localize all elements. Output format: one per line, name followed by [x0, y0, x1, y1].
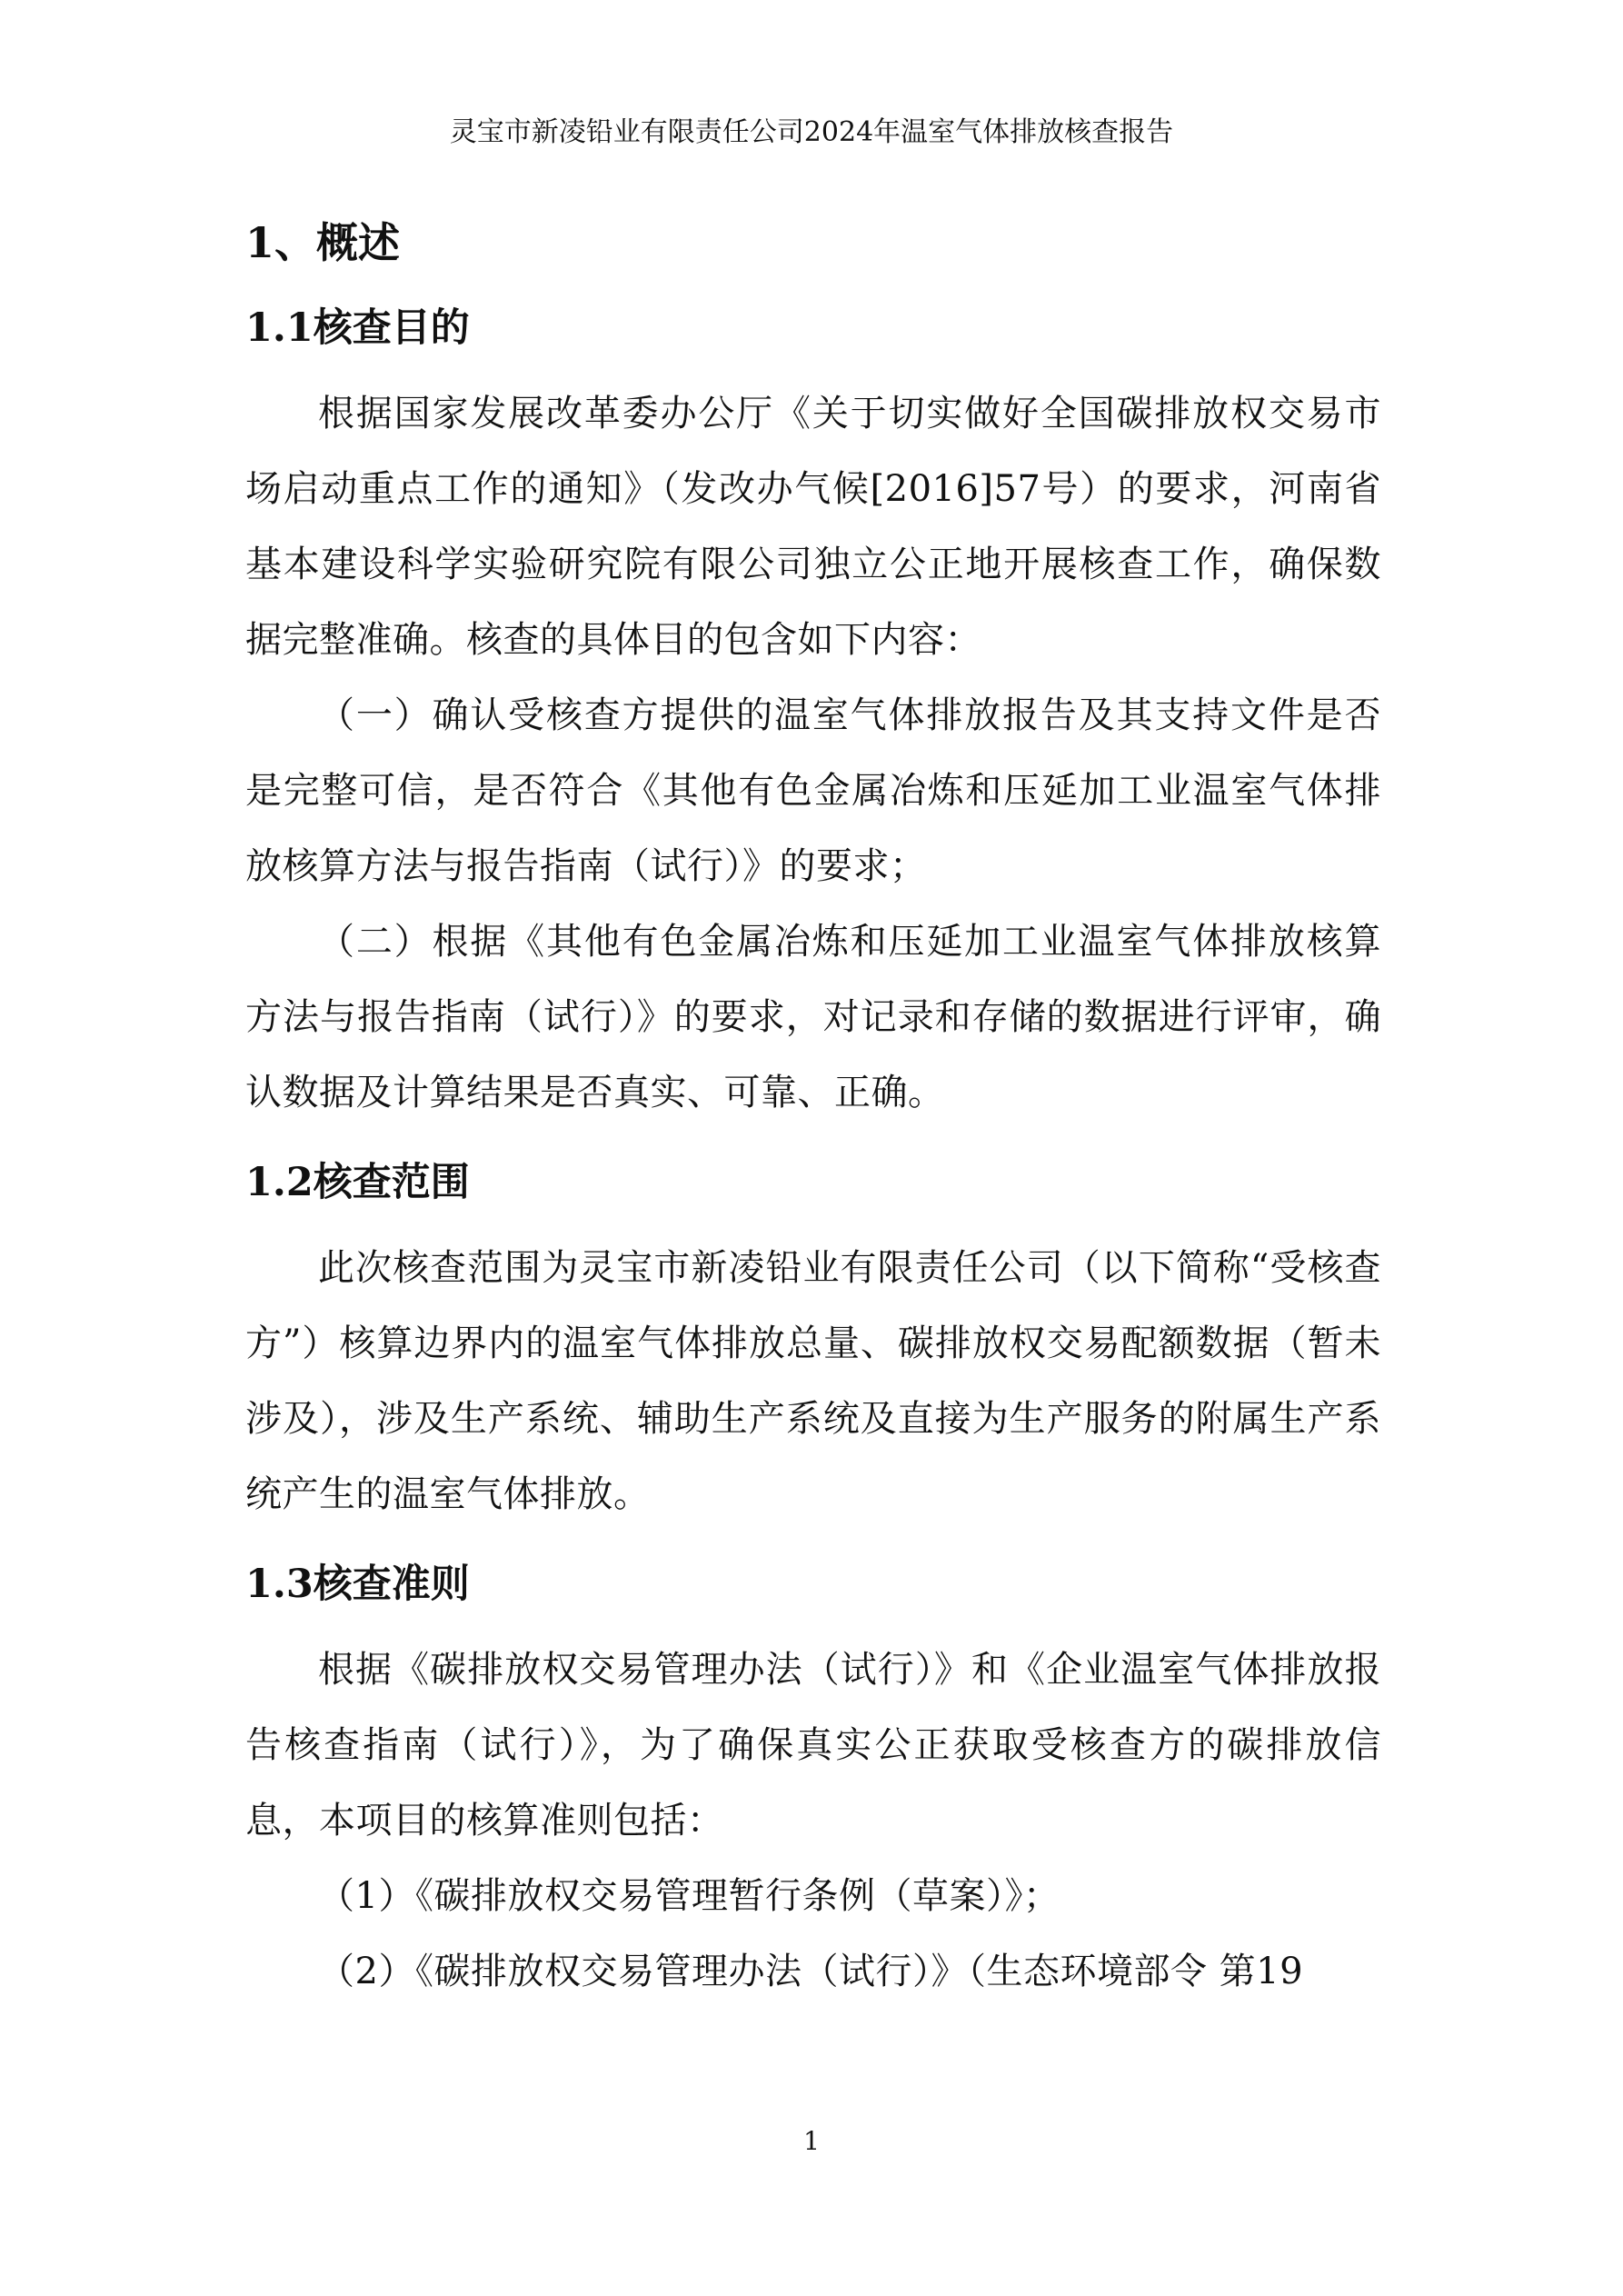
- section-1-1-item-2: （二）根据《其他有色金属冶炼和压延加工业温室气体排放核算方法与报告指南（试行）》的要求，对记录和存储的数据进行评审，确认数据及计算结果是否真实、可靠、正确。: [245, 921, 1381, 1113]
- section-1-3-heading: 1.3核查准则: [245, 1562, 470, 1607]
- section-1-3-item-1: （1）《碳排放权交易管理暂行条例（草案）》；: [318, 1875, 1060, 1917]
- section-1-1-heading: 1.1核查目的: [245, 305, 470, 351]
- section-1-2-body: 此次核查范围为灵宝市新凌铅业有限责任公司（以下简称“受核查方”）核算边界内的温室气体排放总量、碳排放权交易配额数据（暂未涉及），涉及生产系统、辅助生产系统及直接为生产服务的附属生产系统产生的温室气体排放。: [245, 1247, 1381, 1515]
- section-1-3-intro: 根据《碳排放权交易管理办法（试行）》和《企业温室气体排放报告核查指南（试行）》，为了确保真实公正获取受核查方的碳排放信息，本项目的核算准则包括：: [245, 1649, 1381, 1842]
- section-1-1-intro: 根据国家发展改革委办公厅《关于切实做好全国碳排放权交易市场启动重点工作的通知》（发改办气候[2016]57号）的要求，河南省基本建设科学实验研究院有限公司独立公正地开展核查工作，确保数据完整准确。核查的具体目的包含如下内容：: [245, 393, 1381, 661]
- page-content: [245, 211, 1381, 2010]
- section-1-2-heading: 1.2核查范围: [245, 1160, 470, 1205]
- section-1-1-item-1: （一）确认受核查方提供的温室气体排放报告及其支持文件是否是完整可信，是否符合《其他有色金属冶炼和压延加工业温室气体排放核算方法与报告指南（试行）》的要求；: [245, 694, 1381, 887]
- page-number: 1: [803, 2126, 820, 2156]
- section-1-title: 1、概述: [245, 218, 401, 267]
- section-1-3-item-2: （2）《碳排放权交易管理办法（试行）》（生态环境部令 第19: [318, 1951, 1304, 1992]
- running-header: 灵宝市新凌铅业有限责任公司2024年温室气体排放核查报告: [449, 116, 1174, 148]
